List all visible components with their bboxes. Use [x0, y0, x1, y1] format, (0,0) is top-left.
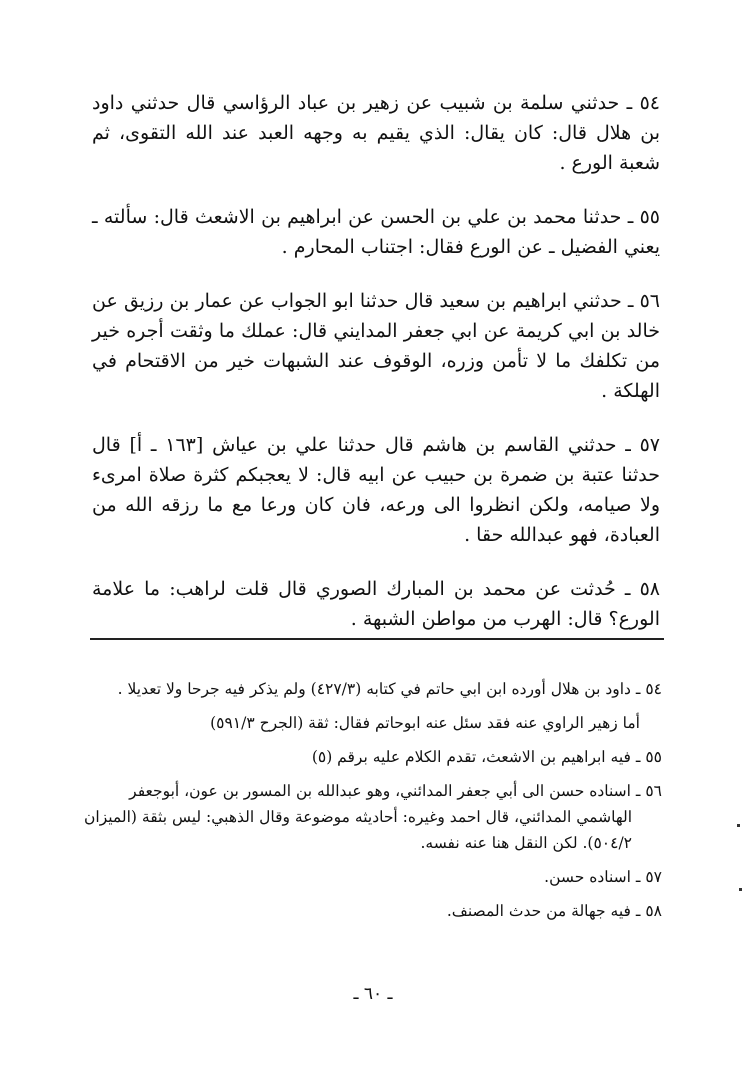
footnotes [84, 676, 662, 932]
main-text [92, 88, 660, 658]
footnote-divider [90, 638, 664, 640]
footnote-54: ٥٤ ـ داود بن هلال أورده ابن ابي حاتم في كتابه (٤٢٧/٣) ولم يذكر فيه جرحا ولا تعديلا . [117, 680, 662, 698]
footnote-57: ٥٧ ـ اسناده حسن. [544, 868, 662, 886]
footnote-58: ٥٨ ـ فيه جهالة من حدث المصنف. [446, 902, 662, 920]
paragraph-57: ٥٧ ـ حدثني القاسم بن هاشم قال حدثنا علي بن عياش [١٦٣ ـ أ] قال حدثنا عتبة بن ضمرة بن حبيب عن ابيه قال: لا يعجبكم كثرة صلاة امرىء ولا صيامه، ولكن انظروا الى ورعه، فان كان ورعا مع ما رزقه الله من العبادة، فهو عبدالله حقا . [92, 434, 660, 546]
paragraph-54: ٥٤ ـ حدثني سلمة بن شبيب عن زهير بن عباد الرؤاسي قال حدثني داود بن هلال قال: كان يقال: الذي يقيم به وجهه العبد عند الله التقوى، ثم شعبة الورع . [92, 92, 660, 174]
footnote-55: ٥٥ ـ فيه ابراهيم بن الاشعث، تقدم الكلام عليه برقم (٥) [311, 748, 662, 766]
page-number: ـ ٦٠ ـ [353, 984, 393, 1004]
scan-mark [737, 824, 740, 827]
scan-mark [739, 888, 742, 891]
paragraph-58: ٥٨ ـ حُدثت عن محمد بن المبارك الصوري قال قلت لراهب: ما علامة الورع؟ قال: الهرب من مواطن الشبهة . [92, 578, 660, 630]
footnote-54-continued: أما زهير الراوي عنه فقد سئل عنه ابوحاتم فقال: ثقة (الجرح ٥٩١/٣) [210, 714, 640, 732]
paragraph-55: ٥٥ ـ حدثنا محمد بن علي بن الحسن عن ابراهيم بن الاشعث قال: سألته ـ يعني الفضيل ـ عن الورع فقال: اجتناب المحارم . [92, 206, 660, 258]
footnote-56: ٥٦ ـ اسناده حسن الى أبي جعفر المدائني، وهو عبدالله بن المسور بن عون، أبوجعفر الهاشمي المدائني، قال احمد وغيره: أحاديثه موضوعة وقال الذهبي: ليس بثقة (الميزان ٥٠٤/٢). لكن النقل هنا عنه نفسه. [84, 782, 662, 852]
paragraph-56: ٥٦ ـ حدثني ابراهيم بن سعيد قال حدثنا ابو الجواب عن عمار بن رزيق عن خالد بن ابي كريمة عن ابي جعفر المدايني قال: عملك ما وثقت أجره خير من تكلفك ما لا تأمن وزره، الوقوف عند الشبهات خير من الاقتحام في الهلكة . [92, 290, 660, 402]
